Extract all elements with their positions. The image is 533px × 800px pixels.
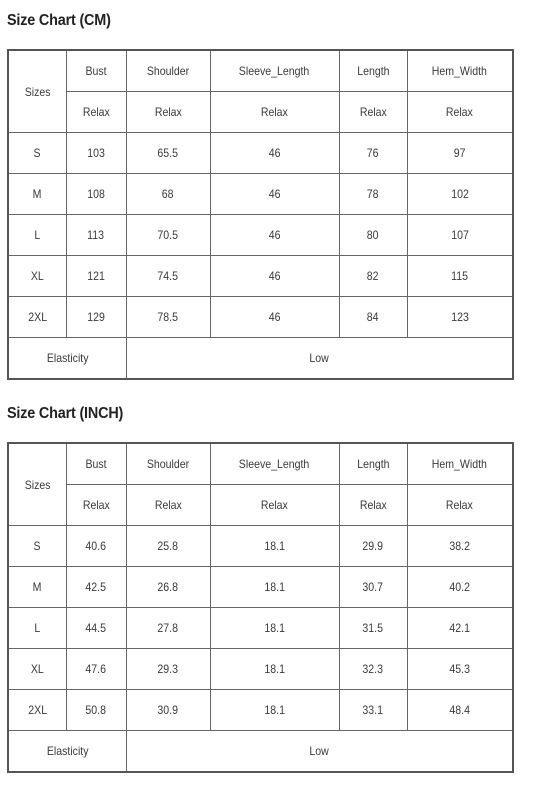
elasticity-value — [126, 338, 513, 380]
column-header-text: Bust — [85, 64, 107, 78]
measurement-cell-text: 82 — [367, 269, 379, 283]
column-header-text: Length — [356, 457, 390, 471]
fit-subheader — [339, 485, 407, 526]
size-label-text: L — [34, 621, 41, 635]
sizes-header-text: Sizes — [24, 84, 51, 99]
elasticity-label — [8, 338, 126, 380]
measurement-cell — [66, 649, 126, 690]
column-header-text: Shoulder — [146, 457, 190, 471]
fit-subheader-text: Relax — [154, 105, 182, 119]
column-header-text: Sleeve_Length — [239, 457, 310, 471]
column-header — [66, 443, 126, 485]
measurement-cell — [126, 608, 210, 649]
measurement-cell — [339, 608, 407, 649]
column-header-text: Hem_Width — [432, 457, 488, 471]
measurement-cell-text: 27.8 — [157, 621, 179, 635]
size-label — [8, 256, 66, 297]
fit-subheader-text: Relax — [446, 105, 474, 119]
measurement-cell-text: 42.1 — [449, 621, 471, 635]
measurement-cell-text: 18.1 — [264, 662, 285, 676]
measurement-cell — [66, 690, 126, 731]
size-label-text: 2XL — [27, 310, 47, 324]
table-row — [8, 526, 513, 567]
measurement-cell-text: 108 — [87, 187, 105, 201]
fit-subheader — [66, 92, 126, 133]
measurement-cell — [339, 297, 407, 338]
column-header — [66, 50, 126, 92]
fit-subheader — [407, 485, 513, 526]
measurement-cell — [126, 567, 210, 608]
size-chart-inch-title: Size Chart (INCH) — [7, 405, 124, 422]
header-row — [8, 443, 513, 485]
measurement-cell — [210, 256, 339, 297]
measurement-cell — [210, 297, 339, 338]
fit-subheader — [210, 485, 339, 526]
measurement-cell-text: 107 — [450, 228, 469, 242]
measurement-cell-text: 42.5 — [85, 580, 107, 594]
size-label-text: 2XL — [27, 703, 47, 717]
measurement-cell-text: 45.3 — [449, 662, 471, 676]
measurement-cell — [339, 567, 407, 608]
table-row — [8, 174, 513, 215]
measurement-cell-text: 121 — [87, 269, 105, 283]
column-header — [126, 50, 210, 92]
measurement-cell-text: 46 — [268, 228, 281, 242]
measurement-cell — [407, 297, 513, 338]
measurement-cell-text: 70.5 — [157, 228, 179, 242]
measurement-cell — [407, 608, 513, 649]
table-row — [8, 608, 513, 649]
measurement-cell-text: 29.3 — [157, 662, 179, 676]
measurement-cell — [210, 215, 339, 256]
sizes-header-text: Sizes — [24, 477, 51, 492]
measurement-cell — [407, 256, 513, 297]
elasticity-value-text: Low — [309, 351, 329, 365]
fit-subheader — [126, 92, 210, 133]
elasticity-row — [8, 731, 513, 773]
subheader-row — [8, 485, 513, 526]
size-chart-cm-title: Size Chart (CM) — [7, 12, 111, 29]
column-header — [210, 50, 339, 92]
measurement-cell-text: 115 — [451, 269, 469, 283]
measurement-cell — [66, 567, 126, 608]
table-row — [8, 215, 513, 256]
measurement-cell — [126, 526, 210, 567]
elasticity-value — [126, 731, 513, 773]
measurement-cell-text: 74.5 — [157, 269, 179, 283]
measurement-cell-text: 18.1 — [264, 621, 285, 635]
size-label-text: S — [33, 146, 41, 160]
measurement-cell-text: 102 — [450, 187, 469, 201]
measurement-cell-text: 129 — [87, 310, 105, 324]
measurement-cell-text: 26.8 — [157, 580, 179, 594]
measurement-cell-text: 40.6 — [85, 539, 107, 553]
measurement-cell — [210, 133, 339, 174]
measurement-cell — [66, 133, 126, 174]
measurement-cell — [210, 526, 339, 567]
fit-subheader-text: Relax — [446, 498, 474, 512]
measurement-cell — [339, 215, 407, 256]
measurement-cell-text: 18.1 — [264, 703, 285, 717]
fit-subheader-text: Relax — [260, 498, 289, 512]
measurement-cell-text: 30.9 — [157, 703, 179, 717]
measurement-cell-text: 31.5 — [362, 621, 384, 635]
size-label-text: M — [32, 580, 42, 594]
measurement-cell — [210, 649, 339, 690]
measurement-cell-text: 76 — [367, 146, 379, 160]
measurement-cell — [339, 174, 407, 215]
measurement-cell — [126, 215, 210, 256]
measurement-cell — [210, 690, 339, 731]
size-label-text: M — [32, 187, 42, 201]
measurement-cell — [407, 567, 513, 608]
measurement-cell — [407, 690, 513, 731]
column-header-text: Shoulder — [146, 64, 190, 78]
sizes-header — [8, 50, 66, 133]
measurement-cell-text: 78.5 — [157, 310, 179, 324]
size-label — [8, 526, 66, 567]
size-label — [8, 567, 66, 608]
table-row — [8, 297, 513, 338]
measurement-cell — [407, 133, 513, 174]
fit-subheader-text: Relax — [260, 105, 289, 119]
elasticity-label — [8, 731, 126, 773]
column-header-text: Hem_Width — [432, 64, 488, 78]
measurement-cell-text: 40.2 — [449, 580, 471, 594]
measurement-cell-text: 78 — [367, 187, 379, 201]
measurement-cell-text: 46 — [268, 269, 281, 283]
fit-subheader-text: Relax — [82, 105, 110, 119]
column-header — [210, 443, 339, 485]
subheader-row — [8, 92, 513, 133]
measurement-cell — [407, 526, 513, 567]
table-row — [8, 133, 513, 174]
size-label — [8, 690, 66, 731]
table-row — [8, 567, 513, 608]
size-label-text: L — [34, 228, 41, 242]
sizes-header — [8, 443, 66, 526]
measurement-cell-text: 123 — [450, 310, 469, 324]
size-label-text: XL — [30, 662, 44, 676]
column-header — [339, 443, 407, 485]
measurement-cell — [126, 256, 210, 297]
measurement-cell — [66, 608, 126, 649]
measurement-cell-text: 33.1 — [362, 703, 384, 717]
measurement-cell-text: 47.6 — [85, 662, 107, 676]
measurement-cell — [407, 215, 513, 256]
measurement-cell — [339, 256, 407, 297]
measurement-cell — [407, 649, 513, 690]
size-chart-cm-table — [7, 49, 514, 380]
column-header — [407, 443, 513, 485]
column-header-text: Bust — [85, 457, 107, 471]
size-label — [8, 215, 66, 256]
elasticity-label-text: Elasticity — [46, 351, 89, 365]
measurement-cell — [339, 690, 407, 731]
table-row — [8, 690, 513, 731]
measurement-cell — [126, 690, 210, 731]
measurement-cell-text: 44.5 — [85, 621, 107, 635]
measurement-cell — [126, 133, 210, 174]
measurement-cell-text: 30.7 — [362, 580, 384, 594]
fit-subheader — [407, 92, 513, 133]
measurement-cell — [66, 215, 126, 256]
measurement-cell-text: 68 — [162, 187, 174, 201]
measurement-cell — [66, 526, 126, 567]
measurement-cell-text: 65.5 — [157, 146, 179, 160]
column-header-text: Length — [356, 64, 390, 78]
measurement-cell-text: 25.8 — [157, 539, 179, 553]
fit-subheader-text: Relax — [154, 498, 182, 512]
fit-subheader — [126, 485, 210, 526]
elasticity-value-text: Low — [309, 744, 329, 758]
measurement-cell-text: 18.1 — [264, 580, 285, 594]
measurement-cell-text: 46 — [268, 187, 281, 201]
size-label-text: S — [33, 539, 41, 553]
fit-subheader — [66, 485, 126, 526]
elasticity-row — [8, 338, 513, 380]
measurement-cell — [126, 174, 210, 215]
measurement-cell-text: 32.3 — [362, 662, 384, 676]
measurement-cell-text: 46 — [268, 310, 281, 324]
column-header — [407, 50, 513, 92]
table-row — [8, 649, 513, 690]
fit-subheader — [210, 92, 339, 133]
fit-subheader-text: Relax — [359, 498, 387, 512]
size-label — [8, 297, 66, 338]
measurement-cell — [339, 526, 407, 567]
measurement-cell-text: 18.1 — [264, 539, 285, 553]
fit-subheader-text: Relax — [82, 498, 110, 512]
measurement-cell-text: 80 — [367, 228, 379, 242]
measurement-cell — [339, 133, 407, 174]
fit-subheader-text: Relax — [359, 105, 387, 119]
size-label — [8, 174, 66, 215]
column-header — [339, 50, 407, 92]
measurement-cell-text: 48.4 — [449, 703, 471, 717]
measurement-cell-text: 50.8 — [85, 703, 107, 717]
size-label — [8, 608, 66, 649]
column-header-text: Sleeve_Length — [239, 64, 310, 78]
size-chart-inch-table — [7, 442, 514, 773]
column-header — [126, 443, 210, 485]
measurement-cell-text: 29.9 — [362, 539, 384, 553]
measurement-cell-text: 103 — [87, 146, 105, 160]
measurement-cell — [210, 567, 339, 608]
measurement-cell-text: 46 — [268, 146, 281, 160]
measurement-cell — [66, 297, 126, 338]
measurement-cell-text: 97 — [453, 146, 466, 160]
size-label — [8, 649, 66, 690]
measurement-cell — [66, 256, 126, 297]
measurement-cell — [339, 649, 407, 690]
fit-subheader — [339, 92, 407, 133]
size-label-text: XL — [30, 269, 44, 283]
elasticity-label-text: Elasticity — [46, 744, 89, 758]
measurement-cell-text: 113 — [87, 228, 105, 242]
measurement-cell — [210, 608, 339, 649]
measurement-cell — [126, 297, 210, 338]
size-label — [8, 133, 66, 174]
measurement-cell — [66, 174, 126, 215]
measurement-cell-text: 38.2 — [449, 539, 471, 553]
measurement-cell — [126, 649, 210, 690]
measurement-cell — [210, 174, 339, 215]
header-row — [8, 50, 513, 92]
table-row — [8, 256, 513, 297]
measurement-cell — [407, 174, 513, 215]
measurement-cell-text: 84 — [367, 310, 379, 324]
